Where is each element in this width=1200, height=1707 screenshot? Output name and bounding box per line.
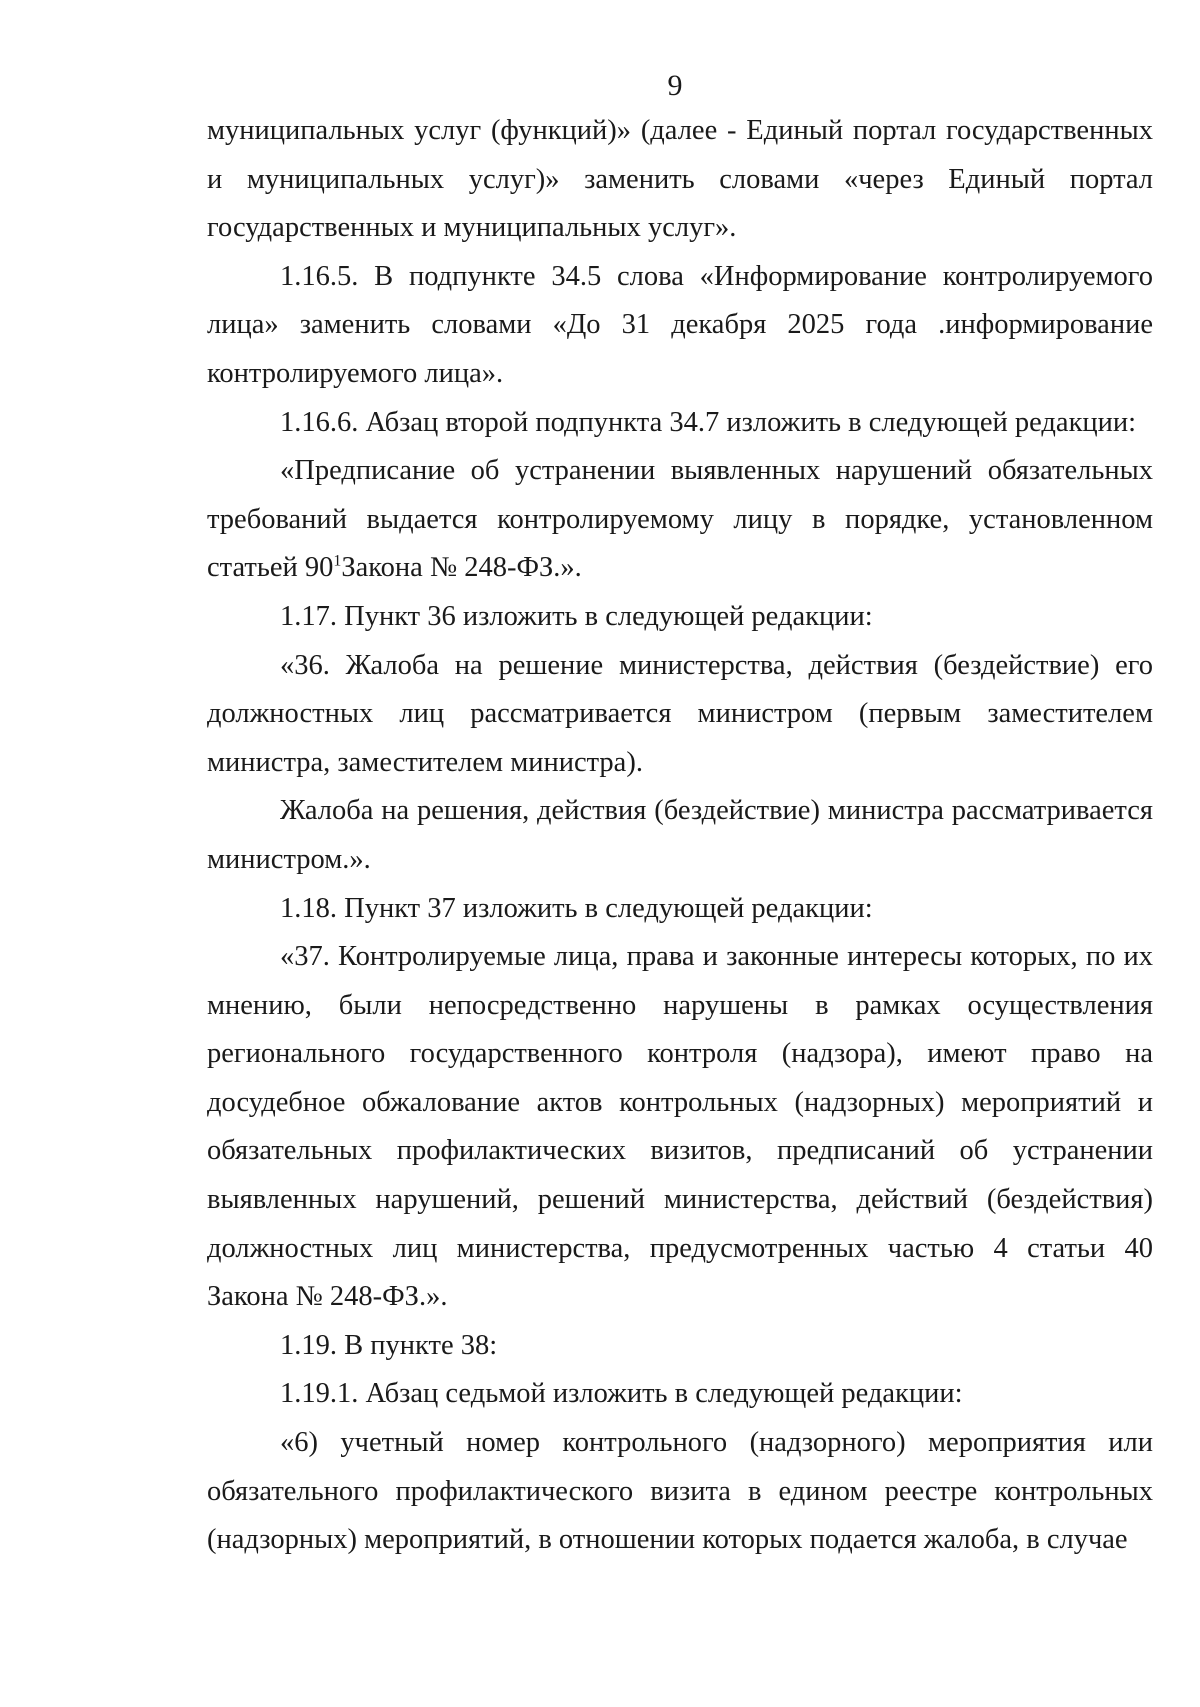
paragraph-item-37: «37. Контролируемые лица, права и законные интересы которых, по их мнению, были непосредственно нарушены в рамках осуществления регионального государственного контроля (надзора), имеют право на досудебное обжалование актов контрольных (надзорных) мероприятий и обязательных профилактических визитов, предписаний об устранении выявленных нарушений, решений министерства, действий (бездействия) должностных лиц министерства, предусмотренных частью 4 статьи 40 Закона № 248-ФЗ.». (207, 941, 1153, 1313)
paragraph-1-16-5: 1.16.5. В подпункте 34.5 слова «Информирование контролируемого лица» заменить словами «До 31 декабря 2025 года .информирование контролируемого лица». (207, 260, 1153, 389)
paragraph-1-19-1: 1.19.1. Абзац седьмой изложить в следующей редакции: (280, 1378, 963, 1410)
paragraph-1-16-6: 1.16.6. Абзац второй подпункта 34.7 изложить в следующей редакции: (280, 406, 1137, 438)
paragraph-continuation: муниципальных услуг (функций)» (далее - Единый портал государственных и муниципальных услуг)» заменить словами «через Единый портал государственных и муниципальных услуг». (207, 115, 1153, 244)
prescription-text: «Предписание об устранении выявленных нарушений обязательных требований выдается контролируемому лицу в порядке, установленном статьей 90 (207, 455, 1153, 584)
paragraph-complaint-minister: Жалоба на решения, действия (бездействие) министра рассматривается министром.». (207, 795, 1153, 875)
page-number: 9 (667, 69, 683, 102)
prescription-law-ref: Закона № 248-ФЗ.». (341, 552, 582, 584)
paragraph-prescription-quote (207, 447, 1153, 593)
superscript-mark: 1 (333, 552, 342, 570)
paragraph-subitem-6: «6) учетный номер контрольного (надзорного) мероприятия или обязательного профилактического визита в едином реестре контрольных (надзорных) мероприятий, в отношении которых подается жалоба, в случае (207, 1427, 1153, 1556)
document-body (207, 107, 1153, 1565)
paragraph-item-36: «36. Жалоба на решение министерства, действия (бездействие) его должностных лиц рассматривается министром (первым заместителем министра, заместителем министра). (207, 649, 1153, 778)
paragraph-1-18: 1.18. Пункт 37 изложить в следующей редакции: (280, 892, 873, 924)
paragraph-1-19: 1.19. В пункте 38: (280, 1329, 498, 1361)
paragraph-1-17: 1.17. Пункт 36 изложить в следующей редакции: (280, 600, 873, 632)
